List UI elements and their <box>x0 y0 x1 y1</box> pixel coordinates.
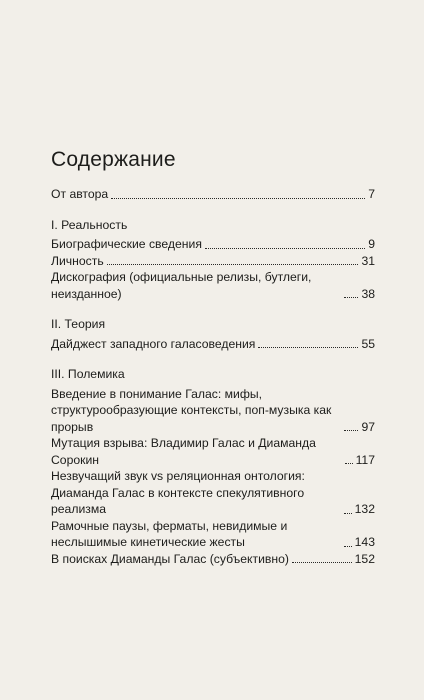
toc-entry-label: В поисках Диаманды Галас (субъективно) <box>51 551 289 566</box>
toc-entry-label: Биографические сведения <box>51 237 202 251</box>
toc-entry-label: Личность <box>51 253 104 268</box>
dot-leader <box>344 430 358 431</box>
toc-page-number: 143 <box>354 535 375 549</box>
dot-leader <box>344 546 352 547</box>
toc-entry-label: Незвучащий звук vs реляционная онтология: Диаманда Галас в контексте спекулятивного реализма <box>51 469 305 516</box>
dot-leader <box>292 562 352 563</box>
toc-page-number: 117 <box>355 452 375 467</box>
toc-entry[interactable] <box>51 551 375 568</box>
toc-entry-label: Мутация взрыва: Владимир Галас и Диаманда Сорокин <box>51 436 316 467</box>
toc-entry[interactable] <box>51 236 375 253</box>
section-heading-2: II. Теория <box>51 317 106 331</box>
dot-leader <box>205 248 365 249</box>
dot-leader <box>345 463 353 464</box>
section-heading-3: III. Полемика <box>51 367 125 381</box>
toc-page-number: 9 <box>368 237 375 251</box>
dot-leader <box>111 198 365 199</box>
toc-entry[interactable] <box>51 468 375 518</box>
toc-page-number: 31 <box>361 253 375 268</box>
toc-entry[interactable] <box>51 386 375 436</box>
toc-entry[interactable] <box>51 269 375 302</box>
toc-page-number: 38 <box>361 286 375 301</box>
toc-entry[interactable] <box>51 518 375 551</box>
toc-entry-label: От автора <box>51 187 109 201</box>
toc-title: Содержание <box>51 148 176 171</box>
toc-page-number: 132 <box>354 502 375 516</box>
dot-leader <box>344 297 358 298</box>
toc-entry[interactable] <box>51 253 375 270</box>
dot-leader <box>107 264 359 265</box>
toc-page-number: 152 <box>354 551 375 566</box>
dot-leader <box>258 347 358 348</box>
dot-leader <box>344 513 352 514</box>
toc-entry-label: Дискография (официальные релизы, бутлеги, неизданное) <box>51 270 312 301</box>
toc-entry-intro[interactable] <box>51 186 375 203</box>
toc-page-number: 55 <box>361 336 375 351</box>
toc-entry[interactable] <box>51 336 375 353</box>
toc-entry[interactable] <box>51 435 375 468</box>
table-of-contents <box>51 186 375 567</box>
toc-entry-label: Дайджест западного галасоведения <box>51 336 256 351</box>
section-heading-1: I. Реальность <box>51 217 128 232</box>
toc-page-number: 97 <box>361 419 375 434</box>
toc-entry-label: Рамочные паузы, ферматы, невидимые и неслышимые кинетические жесты <box>51 518 288 549</box>
toc-page-number: 7 <box>368 187 375 201</box>
toc-entry-label: Введение в понимание Галас: мифы, структурообразующие контексты, поп-музыка как прорыв <box>51 386 332 434</box>
